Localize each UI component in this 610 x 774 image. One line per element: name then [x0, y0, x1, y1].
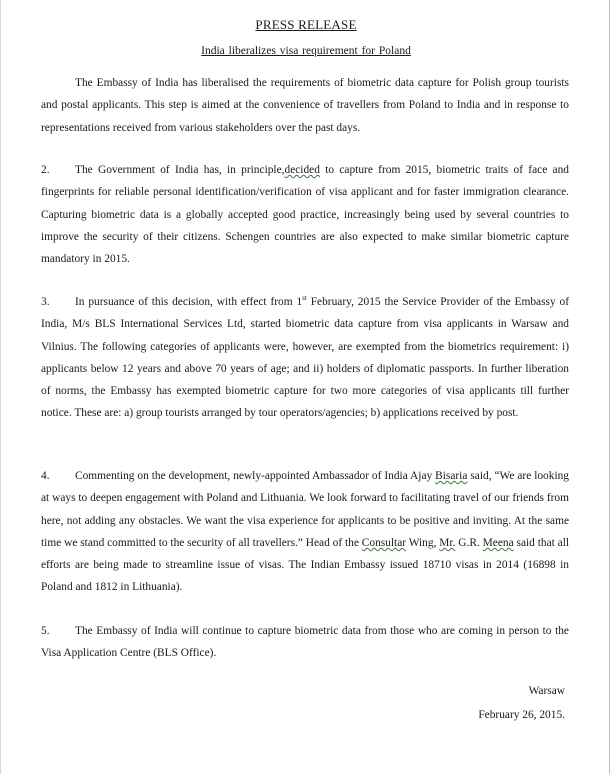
paragraph-3 — [41, 291, 569, 425]
spellcheck-underlined-word: Consultar — [361, 536, 407, 549]
ordinal-superscript: st — [302, 294, 307, 303]
paragraph-4-text-a: Commenting on the development, newly-appointed Ambassador of India Ajay — [75, 470, 436, 482]
paragraph-4-text-d: G.R. — [455, 536, 483, 549]
spellcheck-underlined-word: decided — [284, 164, 320, 176]
page-subtitle: India liberalizes visa requirement for Poland — [201, 45, 411, 57]
spellcheck-underlined-word: Meena — [482, 536, 514, 549]
paragraph-1-text: The Embassy of India has liberalised the requirements of biometric data capture for Polish group tourists and postal applicants. This step is aimed at the convenience of travellers from Poland to India and in response to representations received from various stakeholders over the past days. — [41, 77, 569, 134]
spellcheck-underlined-word: Bisaria — [435, 470, 468, 482]
signature-place: Warsaw — [528, 685, 565, 697]
paragraph-3-text-a: In pursuance of this decision, with effect from 1 — [75, 296, 303, 308]
signature-date: February 26, 2015. — [478, 709, 565, 721]
paragraph-5-text: The Embassy of India will continue to capture biometric data from those who are coming in person to the Visa Application Centre (BLS Office). — [41, 625, 569, 660]
paragraph-2-text-c: to capture from 2015, biometric traits of face and fingerprints for reliable personal identification/verification of visa applicant and for faster immigration clearance. Capturing biometric data is a globally accepted good practice, increasingly being used by several countries to improve the security of their citizens. Schengen countries are also expected to make similar biometric capture mandatory in 2015. — [41, 164, 569, 266]
paragraph-number: 5. — [41, 625, 50, 637]
paragraph-number: 4. — [41, 470, 50, 482]
page-title: PRESS RELEASE — [255, 17, 357, 32]
paragraph-4-text-b: said, “We are looking at ways to deepen engagement with Poland and Lithuania. We look forward to facilitating travel of our friends from here, not adding any obstacles. We want the visa experience for applicants to be positive and inviting. At the same time we stand committed to the security of all travellers.” Head of the — [41, 470, 569, 549]
paragraph-1 — [41, 72, 569, 139]
paragraph-number: 2. — [41, 164, 50, 176]
paragraph-2-text-a: The Government of India has, in principle, — [75, 164, 285, 176]
paragraph-2 — [41, 159, 569, 270]
paragraph-4 — [41, 465, 569, 599]
paragraph-3-text-b: February, 2015 the Service Provider of the Embassy of India, M/s BLS International Services Ltd, started biometric data capture from visa applicants in Warsaw and Vilnius. The following categories of applicants were, however, are exempted from the biometrics requirement: i) applicants below 12 years and above 70 years of age; and ii) holders of diplomatic passports. In further liberation of norms, the Embassy has exempted biometric capture for two more categories of visa applicants till further notice. These are: a) group tourists arranged by tour operators/agencies; b) applications received by post. — [41, 296, 569, 420]
paragraph-4-text-c: Wing, — [406, 536, 440, 549]
paragraph-number: 3. — [41, 296, 50, 308]
paragraph-5 — [41, 620, 569, 665]
paragraph-4-text-e: said that all efforts are being made to streamline issue of visas. The Indian Embassy issued 18710 visas in 2014 (16898 in Poland and 1812 in Lithuania). — [41, 536, 570, 594]
spellcheck-underlined-word: Mr. — [439, 536, 456, 549]
